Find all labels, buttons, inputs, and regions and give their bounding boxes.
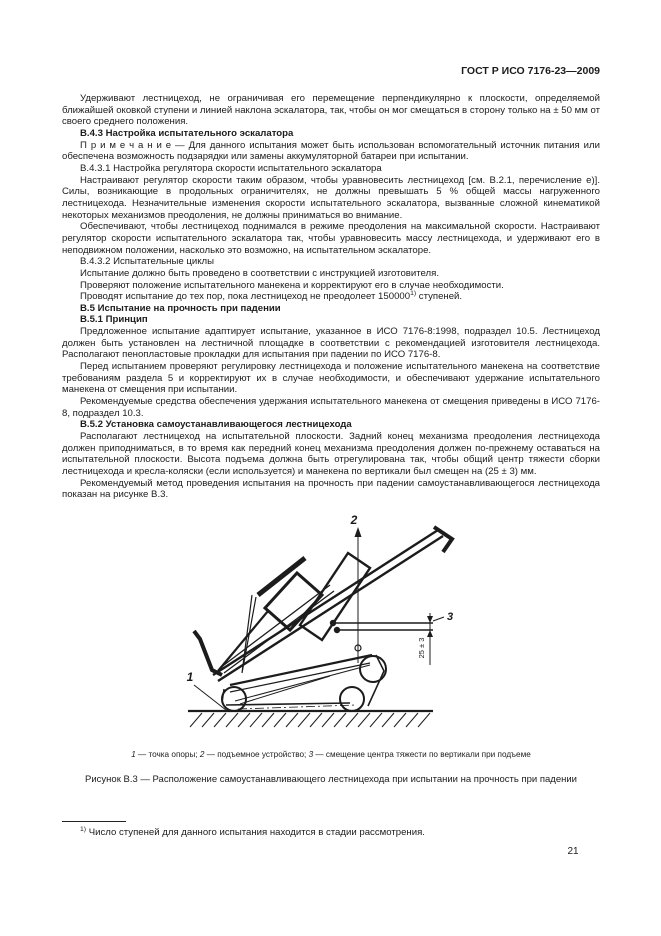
legend-key-1: 1 [131,749,136,759]
subsection-heading-b432: В.4.3.2 Испытательные циклы [80,256,215,268]
ground-hatching [188,711,433,727]
document-header: ГОСТ Р ИСО 7176-23—2009 [461,65,600,77]
paragraph: Располагают лестницеход на испытательной плоскости. Задний конец механизма преодоления лестницехода должен приподниматься, в то время как передний конец механизма преодоления должен по-прежнему оставаться на испытательной плоскости. Высота подъема должна быть отрегулирована так, чтобы общий центр тяжести сборки лестницехода и кресла-коляски (если используется) и манекена по вертикали был смещен на (25 ± 3) мм. [62,431,600,477]
paragraph: Испытание должно быть проведено в соответствии с инструкцией изготовителя. [80,267,440,279]
figure-label-2: 2 [350,512,358,527]
figure-label-3: 3 [446,610,454,623]
paragraph: Рекомендуемые средства обеспечения удержания испытательного манекена от смещения приведены в ИСО 7176-8, подраздел 10.3. [62,396,600,419]
dimension-text: 25 ± 3 [417,637,426,659]
legend-text: — смещение центра тяжести по вертикали при подъеме [313,749,531,759]
footnote-text: Число ступеней для данного испытания находится в стадии рассмотрения. [86,827,425,838]
legend-key-3: 3 [308,749,314,759]
footrest [194,631,222,675]
subsection-heading-b431: В.4.3.1 Настройка регулятора скорости испытательного эскалатора [80,162,382,174]
dimension-arrow [427,630,433,637]
rear-upper-wheel [360,656,386,682]
footnote-rule [62,821,126,822]
chair-assembly [194,527,452,681]
section-heading-b43: В.4.3 Настройка испытательного эскалатора [80,127,294,139]
callout-3-cg-offset [330,611,453,665]
figure-caption: Рисунок В.3 — Расположение самоустанавливающего лестницехода при испытании на прочность при падении [85,773,577,785]
paragraph: Удерживают лестницеход, не ограничивая его перемещение перпендикулярно к плоскости, определяемой ближайшей оковкой ступени и линией наклона эскалатора, так, чтобы он мог смещаться в сторону только на ± 50 мм от своего среднего положения. [62,93,600,128]
paragraph: Настраивают регулятор скорости таким образом, чтобы уравновесить лестницеход [см. В.2.1, перечисление е)]. Силы, возникающие в продольных ограничителях, не должны превышать 5 % общей массы нагруженного лестницехода. Незначительные изменения скорости испытательного эскалатора, вызванные сложной кинематикой некоторых механизмов преодоления, не должны приниматься во внимание. [62,174,600,221]
figure-legend [62,750,600,760]
legend-key-2: 2 [199,749,205,759]
dimension-arrow [427,616,433,623]
paragraph: Обеспечивают, чтобы лестницеход поднимался в режиме преодоления на максимальной скорости. Настраивают регулятор скорости испытательного эскалатора так, чтобы уравновесить массу лестницехода, и удерживают его в неподвижном положении, насколько это возможно, на испытательном эскалаторе. [62,221,600,256]
section-heading-b51: В.5.1 Принцип [80,314,148,326]
note-paragraph [62,140,600,163]
footnote [62,827,600,839]
legend-text: — точка опоры; [135,749,200,759]
body-text-block [62,93,600,785]
rear-lower-wheel [340,687,364,711]
lift-rail [218,536,443,681]
section-heading-b52: В.5.2 Установка самоустанавливающегося лестницехода [80,419,352,431]
note-label: П р и м е ч а н и е — [80,139,185,151]
figure-b3 [180,513,480,745]
paragraph: Перед испытанием проверяют регулировку лестницехода и положение испытательного манекена на соответствие требованиям раздела 5 и корректируют их в случае необходимости, и обеспечивают удержание испытательного манекена от смещения при испытании. [62,361,600,396]
page-number: 21 [567,846,579,857]
track-centerline [238,705,356,709]
footnote-reference: 1) [410,289,417,297]
footnote-block [62,821,600,839]
paragraph-text: Проводят испытание до тех пор, пока лестницеход не преодолеет 150000 [80,291,411,303]
paragraph [62,291,600,303]
arrowhead-up [355,527,362,537]
lift-rail [213,530,438,675]
figure-label-1: 1 [186,669,194,684]
paragraph: Предложенное испытание адаптирует испытание, указанное в ИСО 7176-8:1998, подраздел 10.5. Лестницеход должен быть установлен на лестничной площадке в соответствии с рекомендацией изготовителя лестницехода. Располагают пенопластовые прокладки для испытания при падении по ИСО 7176-8. [62,326,600,361]
paragraph: Рекомендуемый метод проведения испытания на прочность при падении самоустанавливающегося лестницехода показан на рисунке В.3. [62,477,600,501]
note-text: Для данного испытания может быть использован вспомогательный источник питания или обеспечена возможность подзарядки или замены аккумуляторной батареи при испытании. [62,139,600,163]
paragraph: Проверяют положение испытательного манекена и корректируют его в случае необходимости. [80,279,504,291]
section-heading-b5: В.5 Испытание на прочность при падении [80,302,281,314]
paragraph-text: ступеней. [416,291,463,303]
legend-text: — подъемное устройство; [204,749,309,759]
figure-b3-drawing [180,513,480,741]
footnote-marker: 1) [80,825,87,833]
